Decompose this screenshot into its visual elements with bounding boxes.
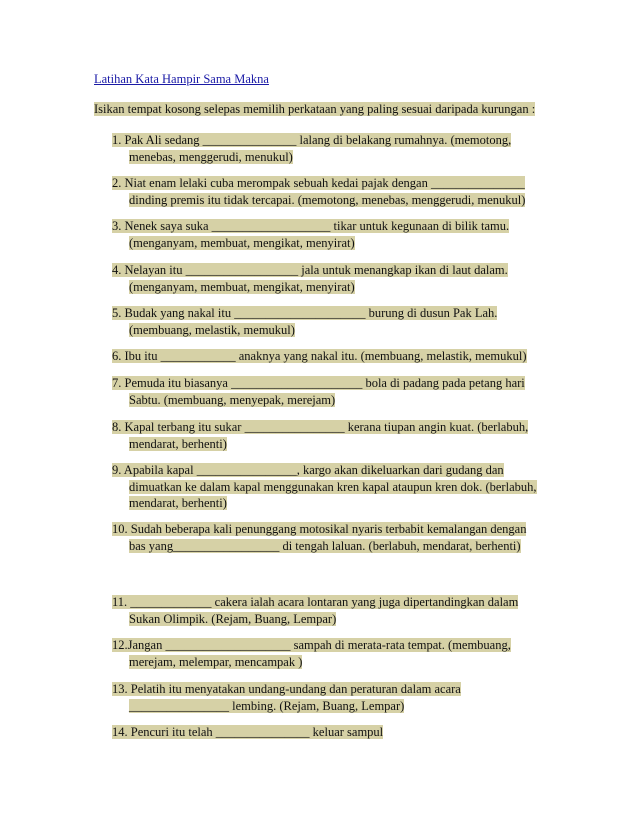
question-14 [112,724,552,741]
question-line: merejam, melempar, mencampak ) [129,654,303,669]
question-line: 8. Kapal terbang itu sukar ________________ kerana tiupan angin kuat. (berlabuh, [112,420,529,434]
question-line: ________________ lembing. (Rejam, Buang, Lempar) [129,698,405,713]
question-line: (membuang, melastik, memukul) [129,322,295,337]
question-line: Sabtu. (membuang, menyepak, merejam) [129,392,336,407]
question-10 [112,521,552,554]
question-line: 11. _____________ cakera ialah acara lontaran yang juga dipertandingkan dalam [112,595,519,609]
question-line: dinding premis itu tidak tercapai. (memotong, menebas, menggerudi, menukul) [129,192,526,207]
instruction-highlight: Isikan tempat kosong selepas memilih perkataan yang paling sesuai daripada kurungan : [94,102,536,116]
question-line: 13. Pelatih itu menyatakan undang-undang dan peraturan dalam acara [112,682,461,696]
question-line: dimuatkan ke dalam kapal menggunakan kren kapal ataupun kren dok. (berlabuh, [129,479,537,494]
question-line: 12.Jangan ____________________ sampah di merata-rata tempat. (membuang, [112,638,511,652]
question-1 [112,132,552,165]
question-line: 3. Nenek saya suka ___________________ tikar untuk kegunaan di bilik tamu. [112,219,510,233]
question-12 [112,637,552,670]
question-13 [112,681,552,714]
question-line: 2. Niat enam lelaki cuba merompak sebuah kedai pajak dengan _______________ [112,176,525,190]
question-line: 14. Pencuri itu telah _______________ keluar sampul [112,725,384,739]
question-line: 4. Nelayan itu __________________ jala untuk menangkap ikan di laut dalam. [112,263,508,277]
question-line: Sukan Olimpik. (Rejam, Buang, Lempar) [129,611,337,626]
question-line: menebas, menggerudi, menukul) [129,149,293,164]
question-5 [112,305,552,338]
question-line: 1. Pak Ali sedang _______________ lalang di belakang rumahnya. (memotong, [112,133,512,147]
question-9 [112,462,552,512]
question-line: mendarat, berhenti) [129,436,227,451]
question-8 [112,419,552,452]
question-line: (menganyam, membuat, mengikat, menyirat) [129,279,355,294]
question-2 [112,175,552,208]
document-title[interactable]: Latihan Kata Hampir Sama Makna [94,72,269,86]
question-line: 5. Budak yang nakal itu _____________________ burung di dusun Pak Lah. [112,306,498,320]
question-line: (menganyam, membuat, mengikat, menyirat) [129,235,355,250]
question-line: 10. Sudah beberapa kali penunggang motosikal nyaris terbabit kemalangan dengan [112,522,527,536]
question-line: bas yang_________________ di tengah laluan. (berlabuh, mendarat, berhenti) [129,538,521,553]
question-4 [112,262,552,295]
question-line: 6. Ibu itu ____________ anaknya yang nakal itu. (membuang, melastik, memukul) [112,349,527,363]
question-3 [112,218,552,251]
question-6 [112,348,552,365]
question-line: 9. Apabila kapal ________________, kargo akan dikeluarkan dari gudang dan [112,463,504,477]
question-11 [112,594,552,627]
question-line: mendarat, berhenti) [129,496,227,510]
question-7 [112,375,552,408]
question-line: 7. Pemuda itu biasanya _____________________ bola di padang pada petang hari [112,376,525,390]
instruction-text [94,101,535,117]
